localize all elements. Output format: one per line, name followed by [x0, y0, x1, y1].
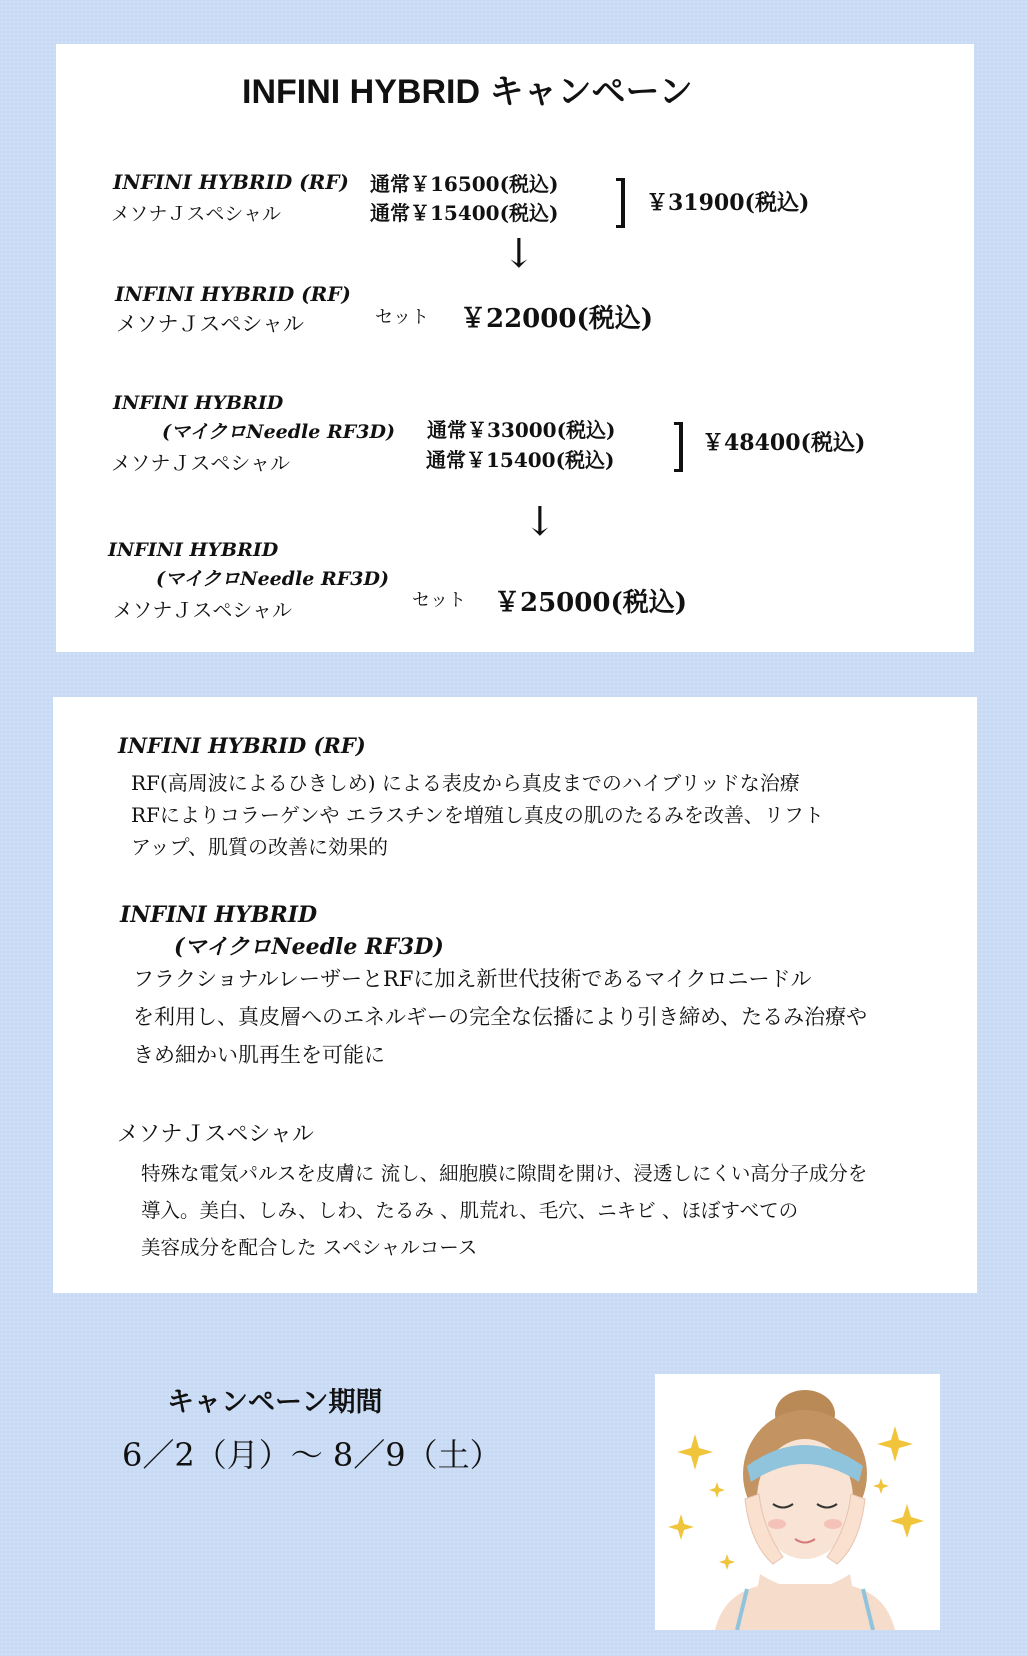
mesona-description: [141, 1155, 867, 1266]
rf-description: [131, 767, 824, 863]
description-card: [53, 697, 977, 1293]
b1-price2: 通常￥15400(税込): [370, 201, 559, 225]
rf-line: アップ、肌質の改善に効果的: [131, 835, 388, 859]
b2-total: ￥48400(税込): [702, 430, 866, 456]
b2-set-item1-line2: (マイクロNeedle RF3D): [156, 568, 389, 590]
b2-arrow: ↓: [523, 499, 557, 545]
needle-description: [133, 960, 867, 1074]
needle-line: フラクショナルレーザーとRFに加え新世代技術であるマイクロニードル: [133, 967, 812, 991]
b1-set-price: ￥22000(税込): [460, 304, 654, 334]
needle-heading-line2: (マイクロNeedle RF3D): [174, 934, 444, 960]
b1-price1: 通常￥16500(税込): [370, 172, 559, 196]
b2-set-item2: メソナＪスペシャル: [113, 598, 292, 622]
b1-bracket: [616, 178, 625, 228]
b2-item1-line2: (マイクロNeedle RF3D): [162, 421, 395, 443]
needle-line: きめ細かい肌再生を可能に: [133, 1043, 385, 1067]
rf-line: RFによりコラーゲンや エラスチンを増殖し真皮の肌のたるみを改善、リフト: [131, 803, 824, 827]
b1-total: ￥31900(税込): [646, 190, 810, 216]
campaign-label: キャンペーン期間: [167, 1387, 383, 1418]
campaign-dates: 6／2（月）～ 8／9（土）: [122, 1436, 502, 1474]
b1-arrow: ↓: [502, 231, 536, 277]
b2-set-label: セット: [412, 590, 466, 611]
page-title: INFINI HYBRID キャンペーン: [242, 73, 693, 111]
needle-line: を利用し、真皮層へのエネルギーの完全な伝播により引き締め、たるみ治療や: [133, 1005, 868, 1029]
rf-line: RF(高周波によるひきしめ) による表皮から真皮までのハイブリッドな治療: [131, 771, 800, 795]
b1-item2: メソナＪスペシャル: [111, 203, 282, 225]
b2-set-price: ￥25000(税込): [494, 588, 688, 618]
b1-set-item1: INFINI HYBRID (RF): [115, 282, 351, 306]
b1-set-label: セット: [375, 307, 429, 328]
mesona-line: 美容成分を配合した スペシャルコース: [141, 1236, 478, 1259]
mesona-line: 特殊な電気パルスを皮膚に 流し、細胞膜に隙間を開け、浸透しにくい高分子成分を: [141, 1162, 868, 1185]
woman-face-icon: [655, 1374, 940, 1630]
b2-price1: 通常￥33000(税込): [427, 418, 616, 442]
pricing-card: [56, 44, 974, 652]
b1-set-item2: メソナＪスペシャル: [116, 312, 304, 336]
needle-heading-line1: INFINI HYBRID: [120, 902, 318, 928]
b2-set-item1-line1: INFINI HYBRID: [108, 539, 279, 561]
b2-price2: 通常￥15400(税込): [426, 448, 615, 472]
b2-bracket: [674, 422, 683, 472]
mesona-line: 導入。美白、しみ、しわ、たるみ 、肌荒れ、毛穴、ニキビ 、ほぼすべての: [141, 1199, 799, 1222]
b1-item1: INFINI HYBRID (RF): [113, 170, 349, 194]
b2-item1-line1: INFINI HYBRID: [113, 392, 284, 414]
b2-item2: メソナＪスペシャル: [111, 451, 290, 475]
rf-heading: INFINI HYBRID (RF): [118, 733, 366, 758]
face-care-illustration: [655, 1374, 940, 1630]
mesona-heading: メソナＪスペシャル: [117, 1122, 314, 1147]
